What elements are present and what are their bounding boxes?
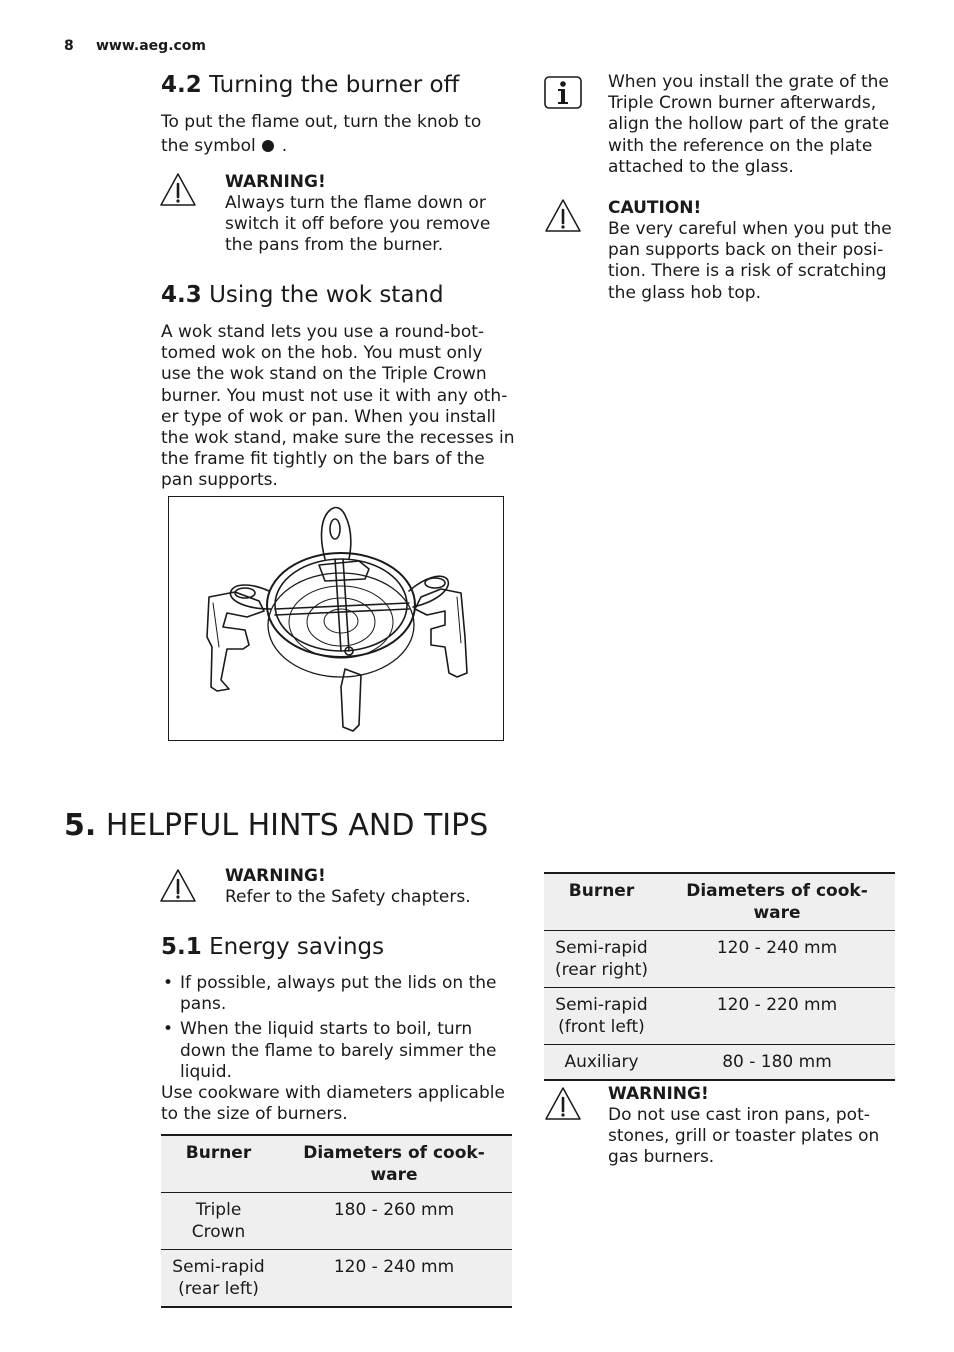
- table-row: [161, 1250, 512, 1308]
- section-5-1-content: [161, 973, 516, 1125]
- header-line: Diameters of cook-: [303, 1143, 485, 1163]
- notice-line: Triple Crown burner afterwards,: [608, 93, 877, 114]
- notice-line: the pans from the burner.: [225, 235, 444, 256]
- warning-notice: [608, 1084, 908, 1169]
- page-number: 8: [64, 38, 74, 54]
- header-line: ware: [370, 1165, 418, 1185]
- diameter-cell: [276, 1250, 512, 1308]
- section-number: 4.3: [161, 282, 202, 308]
- header-line: ware: [753, 903, 801, 923]
- info-icon: [543, 72, 583, 112]
- column-header: [544, 873, 659, 931]
- section-4-3-heading: [161, 281, 444, 309]
- warning-triangle-icon: [158, 170, 198, 210]
- diameter-cell: [276, 1193, 512, 1250]
- column-header: [659, 873, 895, 931]
- section-number: 5.1: [161, 934, 202, 960]
- text-line: use the wok stand on the Triple Crown: [161, 364, 487, 385]
- cell-line: 80 - 180 mm: [722, 1052, 832, 1072]
- notice-line: gas burners.: [608, 1147, 715, 1168]
- table-header-row: [161, 1135, 512, 1193]
- notice-line: stones, grill or toaster plates on: [608, 1126, 880, 1147]
- notice-title: WARNING!: [608, 1084, 709, 1104]
- cell-line: Triple: [195, 1200, 242, 1220]
- cell-line: Semi-rapid: [172, 1257, 265, 1277]
- text-line: [161, 136, 511, 157]
- text-line: Use cookware with diameters applicable: [161, 1083, 505, 1104]
- warning-triangle-icon: [543, 196, 583, 236]
- text-line: A wok stand lets you use a round-bot-: [161, 322, 485, 342]
- list-item: [161, 1019, 516, 1083]
- warning-notice: [225, 866, 515, 908]
- section-title: Using the wok stand: [209, 282, 444, 308]
- cell-line: 120 - 240 mm: [716, 938, 838, 958]
- section-title: Turning the burner off: [209, 72, 460, 98]
- text-line: To put the flame out, turn the knob to: [161, 112, 482, 132]
- column-header: [276, 1135, 512, 1193]
- text-fragment: the symbol: [161, 136, 256, 157]
- header-line: Burner: [568, 881, 635, 901]
- burner-cell: [544, 988, 659, 1045]
- section-4-2-text: [161, 112, 511, 157]
- wok-stand-illustration: [169, 497, 503, 740]
- diameter-cell: [659, 988, 895, 1045]
- text-line: tomed wok on the hob. You must only: [161, 343, 483, 364]
- notice-title: WARNING!: [225, 866, 326, 886]
- cell-line: 120 - 220 mm: [716, 995, 838, 1015]
- cell-line: 180 - 260 mm: [333, 1200, 455, 1220]
- flame-off-dot-icon: [262, 140, 274, 152]
- diameter-cell: [659, 1045, 895, 1081]
- cell-line: Crown: [191, 1222, 246, 1242]
- warning-notice: [225, 172, 515, 257]
- notice-line: Be very careful when you put the: [608, 219, 892, 239]
- table-header-row: [544, 873, 895, 931]
- burner-cell: [544, 1045, 659, 1081]
- tips-list: [161, 973, 516, 1083]
- section-4-2-heading: [161, 71, 459, 99]
- list-item: [161, 973, 516, 1015]
- info-notice: [608, 72, 908, 178]
- cell-line: (rear left): [178, 1279, 259, 1299]
- text-line: the frame fit tightly on the bars of the: [161, 449, 485, 470]
- chapter-5-heading: [64, 808, 488, 844]
- notice-title: CAUTION!: [608, 198, 702, 218]
- table-row: [544, 931, 895, 988]
- text-line: to the size of burners.: [161, 1104, 348, 1125]
- cell-line: Semi-rapid: [555, 938, 648, 958]
- text-line: liquid.: [180, 1061, 232, 1082]
- warning-triangle-icon: [543, 1084, 583, 1124]
- notice-line: with the reference on the plate: [608, 135, 873, 156]
- burner-cell: [161, 1250, 276, 1308]
- section-number: 4.2: [161, 72, 202, 98]
- section-4-3-text: [161, 322, 516, 492]
- chapter-title: HELPFUL HINTS AND TIPS: [105, 808, 489, 843]
- notice-line: align the hollow part of the grate: [608, 114, 890, 135]
- notice-line: Do not use cast iron pans, pot-: [608, 1105, 870, 1125]
- table-row: [161, 1193, 512, 1250]
- cell-line: 120 - 240 mm: [333, 1257, 455, 1277]
- burner-table-right: [544, 872, 895, 1081]
- text-line: down the flame to barely simmer the: [180, 1040, 497, 1061]
- burner-cell: [544, 931, 659, 988]
- table-row: [544, 1045, 895, 1081]
- text-line: pan supports.: [161, 470, 278, 491]
- header-line: Diameters of cook-: [686, 881, 868, 901]
- cell-line: (front left): [558, 1017, 645, 1037]
- burner-table-left: [161, 1134, 512, 1308]
- text-line: • If possible, always put the lids on the: [180, 973, 497, 993]
- table-row: [544, 988, 895, 1045]
- notice-title: WARNING!: [225, 172, 326, 192]
- text-line: • When the liquid starts to boil, turn: [180, 1019, 473, 1040]
- burner-cell: [161, 1193, 276, 1250]
- notice-line: tion. There is a risk of scratching: [608, 261, 887, 282]
- notice-line: attached to the glass.: [608, 156, 794, 177]
- notice-line: the glass hob top.: [608, 282, 761, 303]
- text-line: pans.: [180, 994, 227, 1015]
- section-title: Energy savings: [209, 934, 385, 960]
- caution-notice: [608, 198, 908, 304]
- text-fragment: .: [281, 136, 288, 157]
- wok-stand-figure: [168, 496, 504, 741]
- notice-line: When you install the grate of the: [608, 72, 889, 92]
- notice-line: Always turn the flame down or: [225, 193, 486, 213]
- diameter-cell: [659, 931, 895, 988]
- chapter-number: 5.: [64, 808, 97, 843]
- header-line: Burner: [185, 1143, 252, 1163]
- site-url: www.aeg.com: [96, 38, 207, 54]
- text-line: er type of wok or pan. When you install: [161, 406, 496, 427]
- cell-line: Semi-rapid: [555, 995, 648, 1015]
- notice-line: Refer to the Safety chapters.: [225, 887, 471, 907]
- text-line: the wok stand, make sure the recesses in: [161, 428, 515, 449]
- warning-triangle-icon: [158, 866, 198, 906]
- cell-line: Auxiliary: [564, 1052, 639, 1072]
- notice-line: switch it off before you remove: [225, 214, 491, 235]
- column-header: [161, 1135, 276, 1193]
- notice-line: pan supports back on their posi-: [608, 240, 884, 261]
- cell-line: (rear right): [554, 960, 649, 980]
- section-5-1-heading: [161, 933, 384, 961]
- text-line: burner. You must not use it with any oth-: [161, 385, 508, 406]
